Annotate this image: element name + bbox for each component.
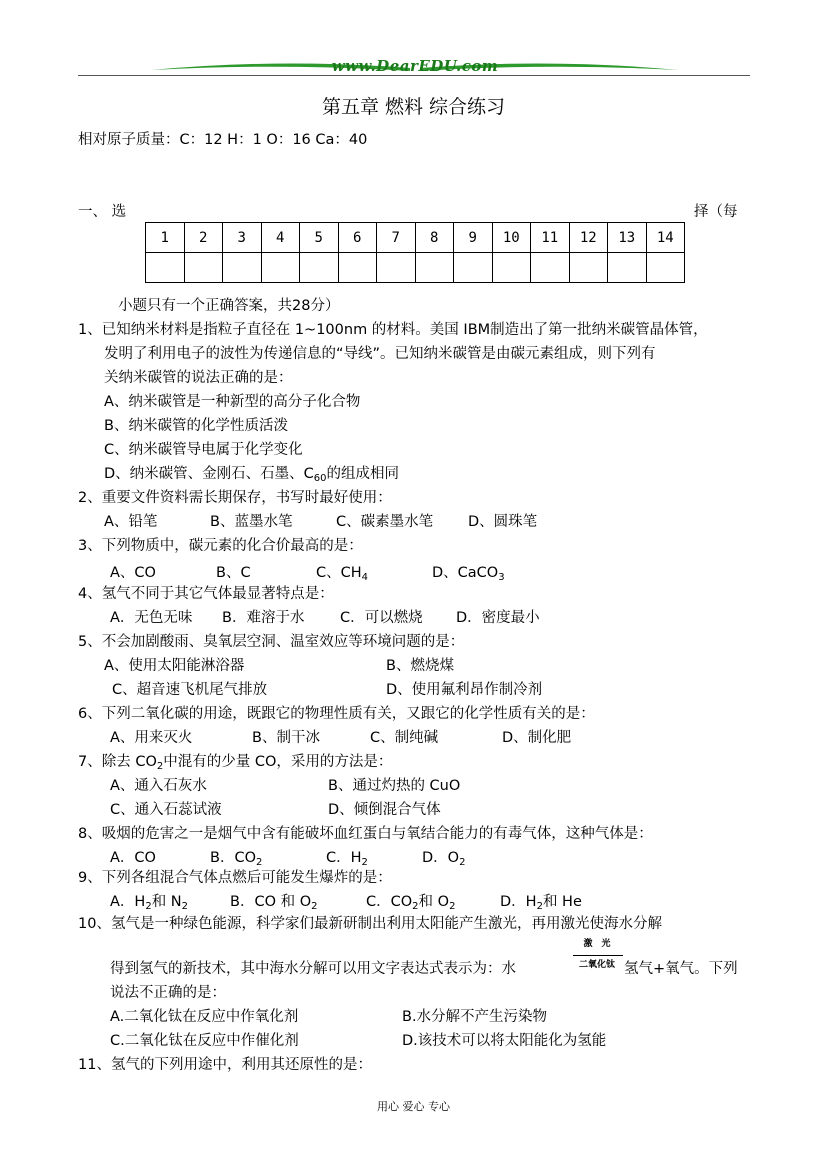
answer-cell[interactable] xyxy=(338,253,377,283)
answer-cell[interactable] xyxy=(377,253,416,283)
answer-table-blanks xyxy=(146,253,685,283)
q5-stem: 5、不会加剧酸雨、臭氧层空洞、温室效应等环境问题的是： xyxy=(78,634,465,650)
atomic-masses: 相对原子质量：C：12 H：1 O：16 Ca：40 xyxy=(78,132,368,148)
q3-option-a: A、CO xyxy=(110,565,156,581)
header-divider xyxy=(78,75,750,76)
page-title: 第五章 燃料 综合练习 xyxy=(321,96,506,118)
q4-stem: 4、氢气不同于其它气体最显著特点是： xyxy=(78,586,334,602)
q2-stem: 2、重要文件资料需长期保存，书写时最好使用： xyxy=(78,490,392,506)
q3-stem: 3、下列物质中，碳元素的化合价最高的是： xyxy=(78,538,363,554)
q1-option-c: C、纳米碳管导电属于化学变化 xyxy=(104,442,303,458)
section1-prefix: 一、 选 xyxy=(78,204,127,220)
q7-option-b: B、通过灼热的 CuO xyxy=(328,778,461,794)
q1-option-a: A、纳米碳管是一种新型的高分子化合物 xyxy=(104,394,361,410)
answer-cell[interactable] xyxy=(261,253,300,283)
q10-option-d: D.该技术可以将太阳能化为氢能 xyxy=(402,1033,607,1049)
q1-line3: 关纳米碳管的说法正确的是： xyxy=(104,370,293,386)
q4-option-a: A．无色无味 xyxy=(110,610,193,626)
answer-number: 4 xyxy=(261,223,300,253)
q4-option-d: D．密度最小 xyxy=(456,610,540,626)
answer-number: 3 xyxy=(223,223,262,253)
q6-option-d: D、制化肥 xyxy=(502,730,572,746)
q10-line3: 说法不正确的是： xyxy=(110,985,226,1001)
q1-option-b: B、纳米碳管的化学性质活泼 xyxy=(104,418,288,434)
logo-text: www.DearEDU.com xyxy=(331,57,499,75)
q2-option-d: D、圆珠笔 xyxy=(468,514,538,530)
q8-option-b: B．$CO_2$ xyxy=(210,850,263,868)
q10-line2-post: 氢气+氧气。下列 xyxy=(624,961,738,977)
answer-cell[interactable] xyxy=(608,253,647,283)
q6-stem: 6、下列二氧化碳的用途，既跟它的物理性质有关，又跟它的化学性质有关的是： xyxy=(78,706,595,722)
answer-number: 10 xyxy=(492,223,531,253)
q2-option-c: C、碳素墨水笔 xyxy=(336,514,434,530)
q5-option-b: B、燃烧煤 xyxy=(386,658,454,674)
q10-condition-top: 激 光 xyxy=(583,939,611,949)
q7-option-d: D、倾倒混合气体 xyxy=(328,802,441,818)
page-footer: 用心 爱心 专心 xyxy=(377,1100,450,1113)
q8-option-c: C．$H_2$ xyxy=(326,850,368,868)
q10-option-c: C.二氧化钛在反应中作催化剂 xyxy=(110,1033,299,1049)
q3-option-c: C、$CH_4$ xyxy=(316,565,369,583)
section1-suffix: 择（每 xyxy=(694,204,738,220)
answer-number: 1 xyxy=(146,223,185,253)
answer-cell[interactable] xyxy=(146,253,185,283)
answer-number: 9 xyxy=(454,223,493,253)
answer-cell[interactable] xyxy=(492,253,531,283)
q9-option-a: A．$H_2$和 $N_2$ xyxy=(110,894,189,912)
q5-option-a: A、使用太阳能淋浴器 xyxy=(104,658,245,674)
answer-cell[interactable] xyxy=(646,253,685,283)
q9-option-c: C．$CO_2$和 $O_2$ xyxy=(366,894,456,912)
q11-stem: 11、氢气的下列用途中，利用其还原性的是： xyxy=(78,1057,372,1073)
q6-option-b: B、制干冰 xyxy=(252,730,320,746)
answer-table xyxy=(145,222,685,283)
q2-option-b: B、蓝墨水笔 xyxy=(210,514,293,530)
q7-option-c: C、通入石蕊试液 xyxy=(110,802,222,818)
q7-option-a: A、通入石灰水 xyxy=(110,778,207,794)
q10-line2-pre: 得到氢气的新技术，其中海水分解可以用文字表达式表示为：水 xyxy=(110,961,516,977)
q6-option-a: A、用来灭火 xyxy=(110,730,193,746)
q2-option-a: A、铅笔 xyxy=(104,514,158,530)
answer-cell[interactable] xyxy=(454,253,493,283)
answer-number: 11 xyxy=(531,223,570,253)
answer-cell[interactable] xyxy=(184,253,223,283)
answer-cell[interactable] xyxy=(300,253,339,283)
answer-number: 12 xyxy=(569,223,608,253)
header-logo xyxy=(150,56,680,80)
answer-number: 6 xyxy=(338,223,377,253)
answer-number: 7 xyxy=(377,223,416,253)
q8-stem: 8、吸烟的危害之一是烟气中含有能破坏血红蛋白与氧结合能力的有毒气体，这种气体是： xyxy=(78,826,653,842)
q8-option-a: A．CO xyxy=(110,850,156,866)
q7-stem: 7、除去 $CO_2$中混有的少量 CO，采用的方法是： xyxy=(78,754,393,772)
answer-number: 8 xyxy=(415,223,454,253)
q9-stem: 9、下列各组混合气体点燃后可能发生爆炸的是： xyxy=(78,870,392,886)
q5-option-c: C、超音速飞机尾气排放 xyxy=(112,682,268,698)
q10-line1: 10、氢气是一种绿色能源，科学家们最新研制出利用太阳能产生激光，再用激光使海水分解 xyxy=(78,916,662,932)
q10-option-a: A.二氧化钛在反应中作氧化剂 xyxy=(110,1009,299,1025)
q4-option-b: B．难溶于水 xyxy=(222,610,305,626)
q1-line1: 1、已知纳米材料是指粒子直径在 1~100nm 的材料。美国 IBM制造出了第一批纳米碳管晶体管， xyxy=(78,322,708,338)
answer-table-header xyxy=(146,223,685,253)
answer-cell[interactable] xyxy=(569,253,608,283)
q1-option-d: D、纳米碳管、金刚石、石墨、$C_{60}$的组成相同 xyxy=(104,466,400,484)
q6-option-c: C、制纯碱 xyxy=(370,730,439,746)
q3-option-b: B、C xyxy=(216,565,251,581)
q3-option-d: D、CaCO$_3$ xyxy=(432,565,505,583)
q9-option-d: D．$H_2$和 He xyxy=(500,894,582,912)
q10-option-b: B.水分解不产生污染物 xyxy=(402,1009,548,1025)
q10-reaction-arrow xyxy=(573,955,623,956)
answer-number: 14 xyxy=(646,223,685,253)
answer-cell[interactable] xyxy=(223,253,262,283)
q8-option-d: D．$O_2$ xyxy=(422,850,466,868)
answer-number: 2 xyxy=(184,223,223,253)
q5-option-d: D、使用氟利昂作制冷剂 xyxy=(386,682,543,698)
answer-number: 13 xyxy=(608,223,647,253)
q9-option-b: B．CO 和 $O_2$ xyxy=(230,894,318,912)
section1-continuation: 小题只有一个正确答案，共28分） xyxy=(118,298,340,314)
q1-line2: 发明了利用电子的波性为传递信息的“导线”。已知纳米碳管是由碳元素组成，则下列有 xyxy=(104,346,656,362)
answer-cell[interactable] xyxy=(415,253,454,283)
answer-number: 5 xyxy=(300,223,339,253)
q4-option-c: C．可以燃烧 xyxy=(340,610,423,626)
answer-cell[interactable] xyxy=(531,253,570,283)
q10-condition-bottom: 二氧化钛 xyxy=(578,960,615,970)
